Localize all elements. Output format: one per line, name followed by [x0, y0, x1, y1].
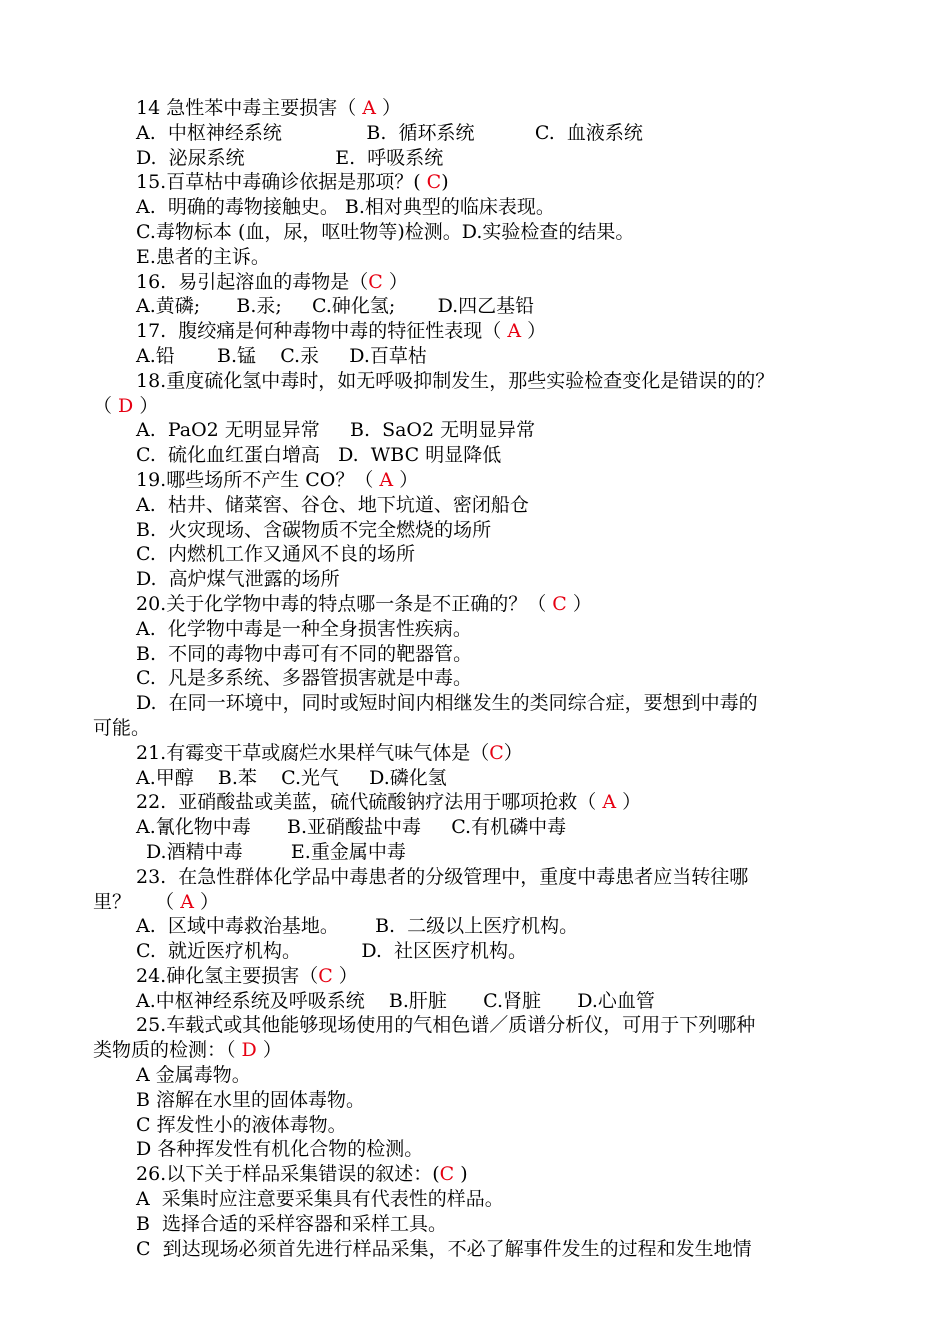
line-text: 20.关于化学物中毒的特点哪一条是不正确的？（ [136, 592, 553, 615]
text-line [93, 394, 870, 419]
text-line [93, 1212, 870, 1237]
text-line [93, 542, 870, 567]
answer-letter: A [362, 97, 376, 119]
line-text: 17. 腹绞痛是何种毒物中毒的特征性表现（ [136, 320, 508, 343]
line-text: A. 枯井、储菜窖、谷仓、地下坑道、密闭船仓 [136, 493, 529, 516]
line-text: A.甲醇 B.苯 C.光气 D.磷化氢 [136, 766, 447, 789]
answer-letter: C [552, 592, 567, 615]
line-text: D. 在同一环境中，同时或短时间内相继发生的类同综合症，要想到中毒的 [136, 692, 758, 715]
text-line [93, 195, 870, 220]
text-line [93, 1038, 870, 1063]
answer-letter: C [426, 171, 442, 194]
line-text: B 选择合适的采样容器和采样工具。 [136, 1212, 448, 1235]
answer-letter: D [241, 1039, 257, 1062]
text-line [93, 890, 870, 915]
line-text: C. 凡是多系统、多器管损害就是中毒。 [136, 667, 472, 690]
line-text: A. PaO2 无明显异常 B. SaO2 无明显异常 [136, 419, 536, 442]
text-line [93, 1137, 870, 1162]
text-line [93, 592, 870, 617]
line-text-after: ） [566, 592, 592, 615]
answer-letter: A [602, 791, 617, 814]
line-text: A.氰化物中毒 B.亚硝酸盐中毒 C.有机磷中毒 [136, 816, 567, 839]
text-line [93, 369, 870, 394]
text-line [93, 1063, 870, 1088]
line-text: 25.车载式或其他能够现场使用的气相色谱／质谱分析仪，可用于下列哪种 [136, 1014, 756, 1037]
line-text: B 溶解在水里的固体毒物。 [136, 1088, 366, 1111]
text-line [93, 815, 870, 840]
line-text: 22. 亚硝酸盐或美蓝，硫代硫酸钠疗法用于哪项抢救（ [136, 791, 603, 814]
line-text: 里？ （ [93, 890, 181, 913]
line-text: E.患者的主诉。 [136, 245, 270, 268]
line-text: 26.以下关于样品采集错误的叙述：( [136, 1163, 440, 1186]
line-text: 15.百草枯中毒确诊依据是那项？( [136, 171, 427, 194]
line-text-after: ） [193, 890, 219, 913]
line-text: 类物质的检测：（ [93, 1039, 242, 1062]
text-line [93, 567, 870, 592]
text-line [93, 170, 870, 195]
line-text-after: ） [133, 394, 159, 417]
line-text: B. 不同的毒物中毒可有不同的靶器管。 [136, 642, 473, 665]
line-text: A. 中枢神经系统 B. 循环系统 C. 血液系统 [136, 121, 643, 144]
line-text: D. 泌尿系统 E. 呼吸系统 [136, 146, 444, 169]
line-text-after: ） [256, 1039, 282, 1062]
line-text: C. 就近医疗机构。 D. 社区医疗机构。 [136, 940, 528, 963]
text-line [93, 96, 870, 121]
answer-letter: A [379, 468, 394, 491]
answer-letter: D [118, 394, 134, 417]
line-text: 18.重度硫化氢中毒时，如无呼吸抑制发生，那些实验检查变化是错误的的？ [136, 369, 775, 392]
answer-letter: C [489, 741, 504, 764]
line-text-after: ） [393, 468, 419, 491]
answer-letter: C [368, 270, 383, 293]
line-text-after: ） [503, 741, 523, 764]
answer-letter: A [180, 890, 194, 913]
text-line [93, 443, 870, 468]
line-text-after: ） [376, 97, 402, 119]
text-line [93, 914, 870, 939]
line-text: 23. 在急性群体化学品中毒患者的分级管理中，重度中毒患者应当转往哪 [136, 865, 749, 888]
text-line [93, 1162, 870, 1187]
text-line [93, 865, 870, 890]
line-text: A 金属毒物。 [136, 1064, 251, 1087]
text-line [93, 1187, 870, 1212]
text-line [93, 1113, 870, 1138]
line-text: A.铅 B.锰 C.汞 D.百草枯 [136, 344, 427, 367]
answer-letter: C [318, 964, 333, 987]
text-line [93, 989, 870, 1014]
line-text-after: ) [454, 1163, 468, 1186]
text-line [93, 294, 870, 319]
text-line [93, 766, 870, 791]
line-text: 21.有霉变干草或腐烂水果样气味气体是（ [136, 741, 490, 764]
text-line [93, 245, 870, 270]
text-line [93, 1013, 870, 1038]
line-text: A.黄磷; B.汞; C.砷化氢; D.四乙基铅 [136, 295, 535, 318]
line-text: A. 区域中毒救治基地。 B. 二级以上医疗机构。 [136, 915, 579, 938]
text-line [93, 666, 870, 691]
line-text: D.酒精中毒 E.重金属中毒 [146, 840, 406, 863]
line-text-after: ） [521, 320, 547, 343]
text-line [93, 617, 870, 642]
text-line [93, 691, 870, 716]
text-line [93, 418, 870, 443]
text-line [93, 1237, 870, 1262]
line-text: 24.砷化氢主要损害（ [136, 964, 319, 987]
text-line [93, 840, 870, 865]
text-line [93, 146, 870, 171]
text-line [93, 790, 870, 815]
line-text: B. 火灾现场、含碳物质不完全燃烧的场所 [136, 518, 492, 541]
line-text: A.中枢神经系统及呼吸系统 B.肝脏 C.肾脏 D.心血管 [136, 989, 655, 1012]
line-text: （ [93, 394, 119, 417]
text-line [93, 319, 870, 344]
line-text: C. 硫化血红蛋白增高 D. WBC 明显降低 [136, 444, 502, 467]
text-line [93, 964, 870, 989]
line-text: C 挥发性小的液体毒物。 [136, 1113, 347, 1136]
text-line [93, 642, 870, 667]
text-line [93, 270, 870, 295]
line-text: 可能。 [93, 716, 151, 739]
answer-letter: A [507, 320, 522, 343]
text-line [93, 1088, 870, 1113]
line-text: 16. 易引起溶血的毒物是（ [136, 270, 369, 293]
text-line [93, 939, 870, 964]
text-line [93, 493, 870, 518]
line-text: C.毒物标本 (血，尿，呕吐物等)检测。D.实验检查的结果。 [136, 220, 635, 243]
text-line [93, 518, 870, 543]
line-text: 19.哪些场所不产生 CO？（ [136, 468, 380, 491]
line-text-after: ） [616, 791, 642, 814]
text-line [93, 220, 870, 245]
line-text-after: ) [441, 171, 449, 194]
answer-letter: C [439, 1163, 455, 1186]
line-text: D 各种挥发性有机化合物的检测。 [136, 1138, 424, 1161]
line-text-after: ） [332, 964, 358, 987]
line-text: 14 急性苯中毒主要损害（ [136, 97, 363, 119]
line-text: C 到达现场必须首先进行样品采集，不必了解事件发生的过程和发生地情 [136, 1237, 752, 1260]
line-text-after: ） [382, 270, 408, 293]
line-text: C. 内燃机工作又通风不良的场所 [136, 543, 415, 566]
text-line [93, 344, 870, 369]
line-text: D. 高炉煤气泄露的场所 [136, 568, 340, 591]
line-text: A. 明确的毒物接触史。 B.相对典型的临床表现。 [136, 196, 555, 219]
text-line [93, 716, 870, 741]
text-line [93, 468, 870, 493]
line-text: A 采集时应注意要采集具有代表性的样品。 [136, 1188, 504, 1211]
text-line [93, 741, 870, 766]
line-text: A. 化学物中毒是一种全身损害性疾病。 [136, 617, 472, 640]
text-line [93, 121, 870, 146]
